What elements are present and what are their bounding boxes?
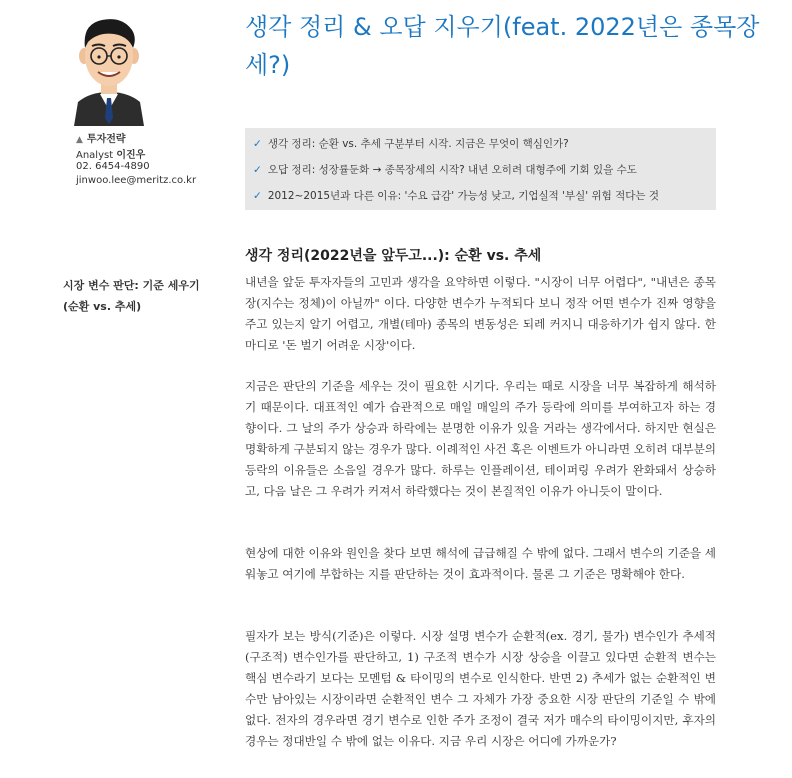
analyst-avatar <box>70 14 148 126</box>
team-label <box>76 130 126 145</box>
section-title: 생각 정리(2022년을 앞두고...): 순환 vs. 추세 <box>245 248 542 264</box>
body-paragraph: 필자가 보는 방식(기준)은 이렇다. 시장 설명 변수가 순환적(ex. 경기, 물가) 변수인가 추세적(구조적) 변수인가를 판단하고, 1) 구조적 변수가 시장 상승을 이끌고 있다면 순환적 변수는 핵심 변수라기 보다는 모멘텀 & 타이밍의 변수로 인식한다. 반면 2) 추세가 없는 순환적인 변수만 남아있는 시장이라면 순환적인 변수 그 자체가 가장 중요한 시장 판단의 기준일 수 밖에 없다. 전자의 경우라면 경기 변수로 인한 주가 조정이 결국 저가 매수의 타이밍이지만, 후자의 경우는 정대반일 수 밖에 없는 이유다. 지금 우리 시장은 어디에 가까운가? <box>245 629 716 748</box>
analyst-line <box>76 146 145 161</box>
summary-item-text: 2012~2015년과 다른 이유: '수요 급감' 가능성 낮고, 기업실적 '부실' 위험 적다는 것 <box>267 190 660 202</box>
body-paragraph: 지금은 판단의 기준을 세우는 것이 필요한 시기다. 우리는 때로 시장을 너무 복잡하게 해석하기 때문이다. 대표적인 예가 습관적으로 매일 매일의 주가 등락에 의미를 부여하고자 하는 경향이다. 그 날의 주가 상승과 하락에는 분명한 이유가 있을 거라는 생각에서다. 하지만 현실은 명확하게 구분되지 않는 경우가 많다. 이례적인 사건 혹은 이벤트가 아니라면 오히려 대부분의 등락의 이유들은 소음일 경우가 많다. 하루는 인플레이션, 테이퍼링 우려가 완화돼서 상승하고, 다음 날은 그 우려가 커져서 하락했다는 것이 본질적인 이유가 아니듯이 말이다. <box>245 379 716 498</box>
body-paragraph: 현상에 대한 이유와 원인을 찾다 보면 해석에 급급해질 수 밖에 없다. 그래서 변수의 기준을 세워놓고 여기에 부합하는 지를 판단하는 것이 효과적이다. 물론 그 기준은 명확해야 한다. <box>245 546 716 581</box>
check-icon: ✓ <box>253 138 262 150</box>
analyst-name: 이진우 <box>116 150 146 161</box>
side-label: 시장 변수 판단: 기준 세우기(순환 vs. 추세) <box>63 279 200 313</box>
check-icon: ✓ <box>253 190 262 202</box>
triangle-icon: ▲ <box>76 135 83 145</box>
summary-item <box>253 162 637 177</box>
summary-item-text: 오답 정리: 성장률둔화 → 종목장세의 시작? 내년 오히려 대형주에 기회 있을 수도 <box>267 164 637 176</box>
body-paragraph: 내년을 앞둔 투자자들의 고민과 생각을 요약하면 이렇다. "시장이 너무 어렵다", "내년은 종목장(지수는 정체)이 아닐까" 이다. 다양한 변수가 누적되다 보니 정작 어떤 변수가 진짜 영향을 주고 있는지 알기 어렵고, 개별(테마) 종목의 변동성은 되레 커지니 대응하기가 쉽지 않다. 한 마디로 '돈 벌기 어려운 시장'이다. <box>245 275 716 352</box>
analyst-role: Analyst <box>76 150 114 161</box>
team-name: 투자전략 <box>86 134 126 145</box>
report-title: 생각 정리 & 오답 지우기(feat. 2022년은 종목장세?) <box>245 13 760 79</box>
check-icon: ✓ <box>253 164 262 176</box>
summary-item <box>253 188 659 203</box>
analyst-phone: 02. 6454-4890 <box>76 161 150 172</box>
summary-box <box>245 128 716 210</box>
summary-item-text: 생각 정리: 순환 vs. 추세 구분부터 시작. 지금은 무엇이 핵심인가? <box>267 138 569 150</box>
summary-item <box>253 136 569 151</box>
analyst-email: jinwoo.lee@meritz.co.kr <box>76 175 197 186</box>
